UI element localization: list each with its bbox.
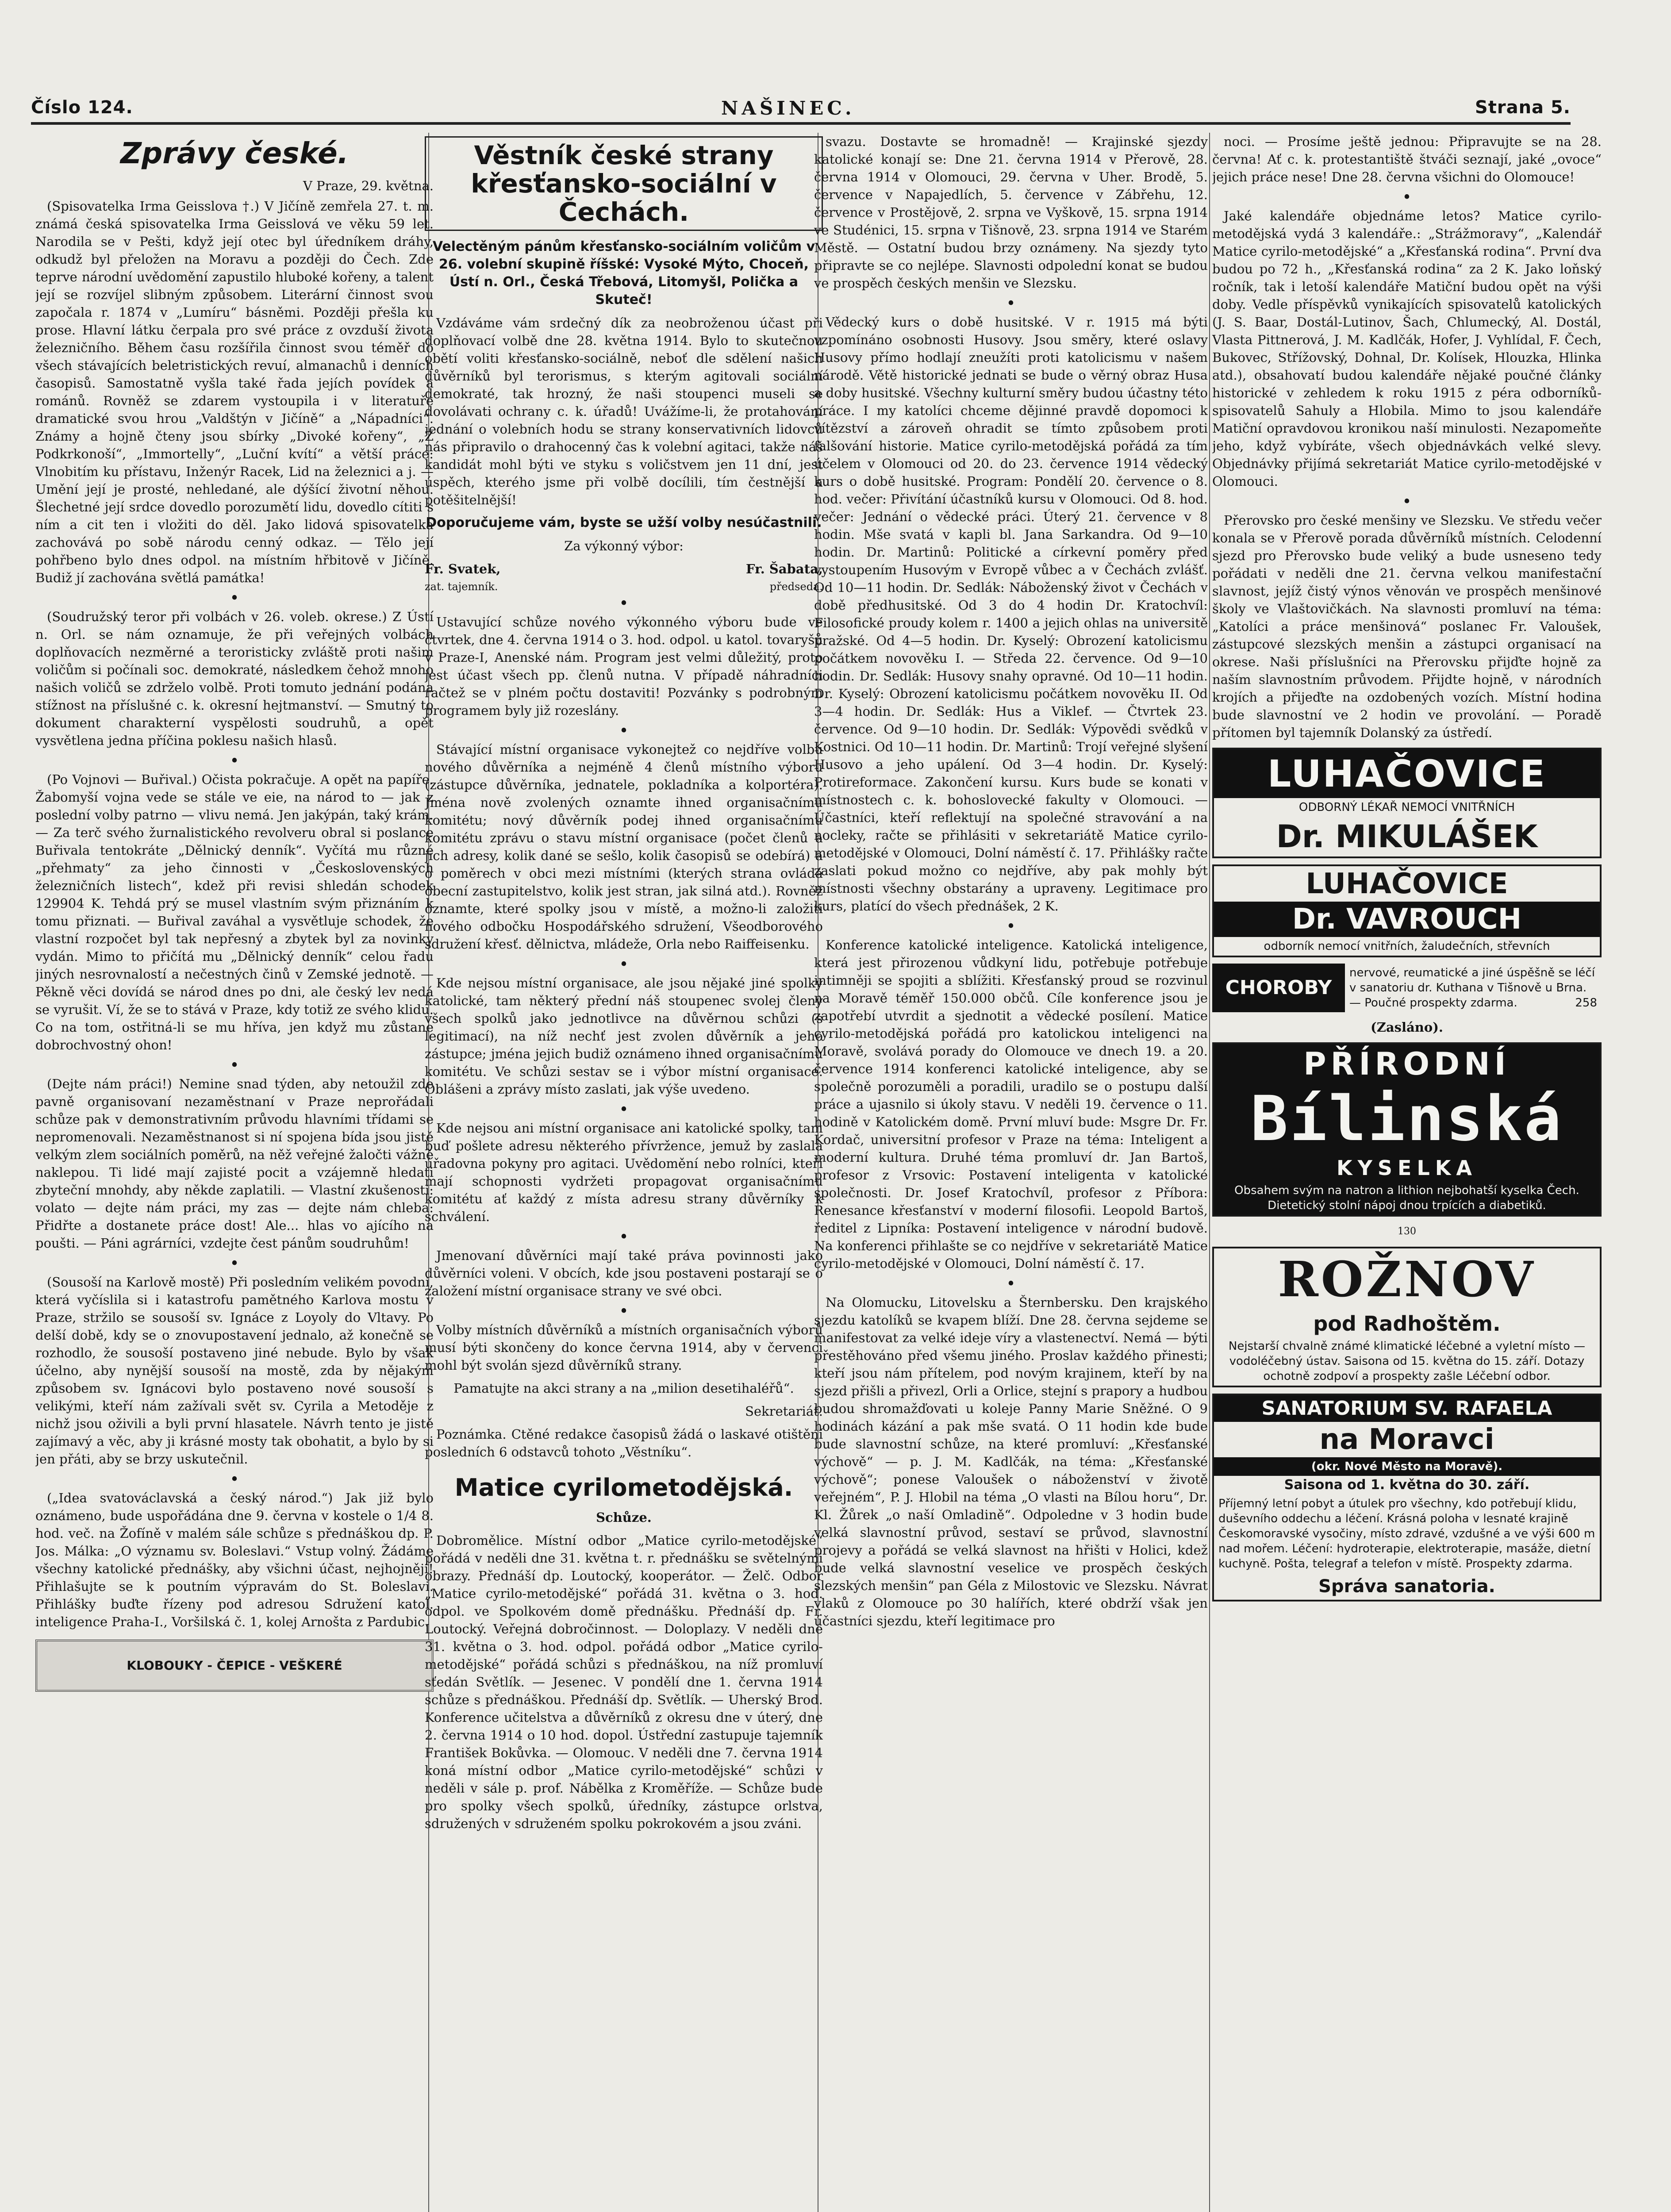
separator-dot: • bbox=[619, 1228, 629, 1246]
separator-dot: • bbox=[619, 1101, 629, 1119]
article: Přerovsko pro české menšiny ve Slezsku. Ve středu večer konala se v Přerově porada důvěrníků místních. Celodenní sjezd pro Přerovsko bude veliký a bude usneseno tedy pořádati v neděli dne 21. června velkou manifestační slavnost, jejíž čistý výnos věnován ve prospěch menšinové školy ve Vlaštovičkách. Na slavnosti promluví na téma: „Katolíci a práce menšinová“ poslanec Fr. Valoušek, zástupcové slezských menšin a zástupci organisací na okrese. Naši příslušníci na Přerovsku přijďte hojně za naším slavnostním průvodem. Přijdte hojně, v národních krojích a přijeďte na ozdobených vozích. Místní hodina bude slavnostní ve 2 hodin ve provolání. — Poradě přítomen byl tajemník Dolanský za ústředí. bbox=[1212, 513, 1602, 740]
section-title: Matice cyrilometodějská. bbox=[454, 1474, 793, 1502]
separator-dot: • bbox=[619, 1302, 629, 1321]
ad-text: Příjemný letní pobyt a útulek pro všechny, kdo potřebují klidu, duševního oddechu a léčení. Krásná poloha v lesnaté krajině Českomoravské vysočiny, místo zdravé, vzdušné a ve výši 600 m nad mořem. Léčení: hydroterapie, elektroterapie, masáže, dietní kuchyně. Pošta, telegraf a telefon v místě. Prospekty zdarma. bbox=[1218, 1497, 1595, 1571]
separator-dot: • bbox=[619, 722, 629, 740]
column-ads bbox=[1212, 133, 1602, 2212]
ad-number: 130 bbox=[1398, 1226, 1416, 1237]
ad-name: Dr. MIKULÁŠEK bbox=[1276, 818, 1538, 855]
ad-place: (okr. Nové Město na Moravě). bbox=[1214, 1457, 1600, 1476]
signature-right-role: předseda. bbox=[769, 580, 823, 593]
separator-dot: • bbox=[230, 1255, 239, 1273]
separator-dot: • bbox=[230, 1056, 239, 1075]
separator-dot: • bbox=[230, 752, 239, 770]
column-news bbox=[35, 133, 434, 2212]
separator-dot: • bbox=[230, 1471, 239, 1489]
article: Vědecký kurs o době husitské. V r. 1915 má býti vzpomínáno osobnosti Husovy. Jsou směry, které oslavy Husovy přímo hodlají zneužíti proti katolicismu v našem národě. Větě historické jednati se bude o věrný obraz Husa a doby husitské. Všechny kulturní směry budou účastny této práce. I my katolíci chceme dějinné pravdě dopomoci k vítězství a zároveň ohradit se tímto způsobem proti falšování historie. Matice cyrilo-metodějská pořádá za tím účelem v Olomouci od 20. do 23. července 1914 vědecký kurs o době husitské. Program: Pondělí 20. července o 8. hod. večer: Přivítání účastníků kursu v Olomouci. Od 8. hod. večer: Jednání o vědecké práci. Úterý 21. července v 8 hodin. Mše svatá v kapli bl. Jana Sarkandra. Od 9—10 hodin. Dr. Martinů: Politické a církevní poměry před vystoupením Husovým v Evropě vůbec a v Čechách zvlášť. Od 10—11 hodin. Dr. Sedlák: Náboženský život v Čechách v době předhusitské. Od 3 do 4 hodin Dr. Kratochvíl: Filosofické proudy kolem r. 1400 a jejich ohlas na universitě pražské. Od 4—5 hodin. Dr. Kyselý: Obrození katolicismu počátkem novověku I. — Středa 22. července. Od 9—10 hodin. Dr. Sedlák: Husovy snahy opravné. Od 10—11 hodin. Dr. Kyselý: Obrození katolicismu počátkem novověku II. Od 3—4 hodin. Dr. Sedlák: Hus a Viklef. — Čtvrtek 23. července. Od 9—10 hodin. Dr. Sedlák: Výpovědi svědků v Kostnici. Od 10—11 hodin. Dr. Martinů: Trojí veřejné slyšení Husovo a jeho upálení. Od 3—4 hodin. Dr. Kyselý: Protireformace. Zakončení kursu. Kurs bude se konati v místnostech c. k. bohoslovecké fakulty v Olomouci. — Účastníci, kteří reflektují na společné stravování a na nocleky, račte se přihlásiti v sekretariátě Matice cyrilo-metodějské v Olomouci, Dolní náměstí č. 17. Přihlášky račte zaslati pokud možno co nejdříve, aby pak mohly být místnosti všechny obstarány a upraveny. Legitimace pro kurs, platící do všech přednášek, 2 K. bbox=[814, 315, 1208, 914]
ad-vavrouch bbox=[1212, 864, 1602, 957]
article: („Idea svatováclavská a český národ.“) Jak již bylo oznámeno, bude uspořádána dne 9. června v kostele o 1/4 8. hod. več. na Žofíně v malém sále schůze s přednáškou dp. P. Jos. Málka: „O významu sv. Boleslavi.“ Vstup volný. Žádáme všechny katolické přednášky, aby všichni účast, nejhojněji! Přihlašujte se k poutním výpravám do St. Boleslavi. Přihlášky buďte řízeny pod adresou Sdružení katol. inteligence Praha-I., Voršilská č. 1, kolej Arnošta z Pardubic. bbox=[35, 1490, 434, 1629]
column-events bbox=[814, 133, 1208, 2212]
signature-roles bbox=[425, 578, 823, 595]
ad-top: PŘÍRODNÍ bbox=[1303, 1046, 1510, 1082]
ad-text: Obsahem svým na natron a lithion nejbohatší kyselka Čech. Dietetický stolní nápoj dnou trpících a diabetiků. bbox=[1234, 1184, 1579, 1212]
note: Poznámka. Ctěné redakce časopisů žádá o laskavé otištění posledních 6 odstavců tohoto „Věstníku“. bbox=[425, 1427, 823, 1459]
article: noci. — Prosíme ještě jednou: Připravujte se na 28. června! Ať c. k. protestantiště štváči seznají, jaké „ovoce“ jejich práce nese! Dne 28. června všichni do Olomouce! bbox=[1212, 134, 1602, 184]
separator-dot: • bbox=[1006, 1275, 1016, 1293]
committee-label: Za výkonný výbor: bbox=[564, 538, 684, 553]
signature-left: Fr. Svatek, bbox=[425, 561, 501, 576]
ad-text bbox=[1345, 964, 1602, 1012]
article: Pamatujte na akci strany a na „milion desetihaléřů“. bbox=[453, 1381, 794, 1396]
separator-dot: • bbox=[1006, 295, 1016, 313]
section-title: Věstník české strany křesťansko-sociální v Čechách. bbox=[425, 136, 823, 231]
page-header bbox=[31, 96, 1571, 125]
ad-text: Nejstarší chvalně známé klimatické léčebné a vyletní místo — vodoléčebný ústav. Saisona od 15. května do 15. září. Dotazy ochotně zodpoví a prospekty zašle Léčební odbor. bbox=[1228, 1340, 1586, 1383]
column-party-bulletin bbox=[425, 133, 823, 2212]
ad-title: LUHAČOVICE bbox=[1214, 749, 1600, 798]
ad-roznov bbox=[1212, 1247, 1602, 1387]
article: Na Olomucku, Litovelsku a Šternbersku. Den krajského sjezdu katolíků se kvapem blíží. Dne 28. června sejdeme se manifestovat za velké ideje víry a vlastenectví. Nemá — býti přestěhováno před všemu jiného. Proslav každého přinesti; kteří jsou nám přítelem, pod novým krajinem, kteří by na sjezd přišli a přivezl, Orli a Orlice, stejní s prapory a hudbou budou shromažďovati u koleje Panny Marie Sněžné. O 9 hodinách kázání a pak mše svatá. O 11 hodin kde bude bude slavnostní schůze, na které promluví: „Křesťanské výchově“ — p. J. M. Kadlčák, na téma: „Křesťanské výchově“; ponese Valoušek o náboženství v životě veřejném“, P. J. Hlobil na téma „O vlasti na Bílou horu“, Dr. Kl. Žůrek „o naší Omladině“. Odpoledne v 3 hodin bude velká slavnostní průvod, sestaví se průvod, slavnostní projevy a pořádá se velká slavnost na hřišti v Holici, kdež bude velká slavnostní veselice ve prospěch českých slezských menšin“ pan Géla z Milostovic ve Slezsku. Návrat vlaků z Olomouce po 30 halířích, které obdrží však jen účastníci sjezdu, kteří legitimace pro bbox=[814, 1295, 1208, 1628]
article: Jaké kalendáře objednáme letos? Matice cyrilo-metodějská vydá 3 kalendáře.: „Strážmoravy“, „Kalendář Matice cyrilo-metodějské“ a „Křesťanská rodina“. První dva budou po 72 h., „Křesťanská rodina“ za 2 K. Jako loňský ročník, tak i letoší kalendáře Matiční budou opět na výši doby. Vedle příspěvků vynikajících spisovatelů katolických (J. S. Baar, Dostál-Lutinov, Šach, Chlumecký, Al. Dostál, Vlasta Pittnerová, J. M. Kadlčák, Hofer, J. Vyhlídal, F. Čech, Bukovec, Střížovský, Dohnal, Dr. Kolísek, Hlouzka, Hlinka atd.), obsahovatí budou kalendáře nějaké poučné články historické v zehledem k roku 1915 z péra odborníků-spisovatelů Sahuly a Hlobila. Mimo to jsou kalendáře Matiční opravdovou kronikou naší minulosti. Nezapomeňte jeho, když vybíráte, všech objednávkách velké slevy. Objednávky přijímá sekretariát Matice cyrilo-metodějské v Olomouci. bbox=[1212, 208, 1602, 489]
section-title: Zprávy české. bbox=[120, 136, 349, 170]
article: Vzdáváme vám srdečný dík za neobroženou účast při doplňovací volbě dne 28. května 1914. Bylo to skutečnou obětí voliti křesťansko-sociálně, neboť dle sdělení našich důvěrníků byl terorismus, s kterým agitovali sociální demokraté, tak hrozný, že naši stoupenci museli se dovolávati ochrany c. k. úřadů! Uvážíme-li, že protahování jednání o volebních hodu se strany konservativních lidovců nás připravilo o drahocenný čas k volební agitaci, takže náš kandidát mohl býti ve styku s voličstvem jen 11 dní, jest úspěch, kterého jsme při volbě docílili, tím čestnější a potěšitelnější! bbox=[425, 315, 823, 507]
article: (Spisovatelka Irma Geisslova †.) V Jičíně zemřela 27. t. m. známá česká spisovatelka Irma Geisslová ve věku 59 let. Narodila se v Pešti, když její otec byl úředníkem dráhy, odkudž byl přeložen na Moravu a později do Čech. Zde teprve národní uvědomění zapustilo hluboké kořeny, a talent její se rozvíjel slibným způsobem. Literární činnost svou započala r. 1874 v „Lumíru“ básněmi. Později přešla ku prose. Hlavní látku čerpala pro své práce z ovzduší života železničního. Během času rozšířila činnost svou téměř do všech stávajících beletristických revuí, almanachů i denních časopisů. Samostatně vyšla také řada jejích povídek a románů. Rovněž se zdarem vystoupila i v literatuře dramatické svou hrou „Valdštýn v Jičíně“ a „Nápadníci“. Známy a hojně čteny jsou sbírky „Divoké kořeny“, „Z Podkrkonoší“, „Immortelly“, „Luční kvítí“ a větší práce: Vlnobitím ku přístavu, Inženýr Racek, Lid na železnici a j. — Umění její je prosté, nehledané, ale dýšící životní něhou. Šlechetné její srdce dovedlo porozumětí lidu, dovedlo cítiti s ním a cit ten i vložiti do děl. Jako lidová spisovatelka zachovává po sobě národu cenný odkaz. — Tělo její pohřbeno bylo dnes odpol. na místním hřbitově v Jičíně. Budiž jí zachována světlá památka! bbox=[35, 199, 434, 585]
zaslano-label: (Zasláno). bbox=[1370, 1020, 1444, 1035]
article: Ustavující schůze nového výkonného výboru bude ve čtvrtek, dne 4. června 1914 o 3. hod. odpol. u katol. tovaryšů v Praze-I, Anenské nám. Program jest velmi důležitý, proto jest účast všech pp. členů nutna. V případě náhradníci račtež se v plném počtu dostaviti! Pozvánky s podrobným programem byly již rozeslány. bbox=[425, 614, 823, 718]
page-number: Strana 5. bbox=[1475, 97, 1571, 118]
article: Stávající místní organisace vykonejtež co nejdříve volbu nového důvěrníka a nejméně 4 členů místního výboru (zástupce důvěrníka, jednatele, pokladníka a kolportéra). Jména nově zvolených oznamte ihned organisačnímu komitétu; nový důvěrník podej ihned organisačnímu komitétu zprávu o stavu místní organisace (počet členů a jich adresy, kolik dané se sešlo, kolik časopisů se odebírá) a o poměrech v obci mezi místními (kterých strana ovládá obecní zastupitelstvo, kolik jest stran, jak silná atd.). Rovněž oznamte, které spolky jsou v místě, a možno-li založiti nového odbočku Hospodářského sdružení, Všeodborového sdružení křesť. dělnictva, mládeže, Orla nebo Raiffeisenku. bbox=[425, 742, 823, 952]
article: Volby místních důvěrníků a místních organisačních výborů musí býti skončeny do konce června 1914, aby v červenci mohl být svolán sjezd důvěrníků strany. bbox=[425, 1322, 823, 1373]
ad-title: ROŽNOV bbox=[1278, 1251, 1536, 1308]
separator-dot: • bbox=[1402, 188, 1412, 207]
ad-subtitle: KYSELKA bbox=[1336, 1156, 1478, 1180]
separator-dot: • bbox=[619, 956, 629, 974]
masthead: NAŠINEC. bbox=[721, 97, 855, 119]
lead-text: Velectěným pánům křesťansko-sociálním voličům v 26. volební skupině říšské: Vysoké Mýto, Choceň, Ústí n. Orl., Česká Třebová, Litomyšl, Polička a Skuteč! bbox=[432, 239, 815, 307]
ad-name: Dr. VAVROUCH bbox=[1214, 902, 1600, 937]
ad-title: CHOROBY bbox=[1212, 964, 1345, 1012]
ad-number: 258 bbox=[1575, 996, 1597, 1010]
article: Kde nejsou ani místní organisace ani katolické spolky, tam buď pošlete adresu některého přívržence, jemuž by zaslala úřadovna pokyny pro agitaci. Uvědomění nebo rolníci, kteří mají schopnosti vydržeti propagovat organisačnímu komitétu ať každý z místa adresu strany důvěrníky k schválení. bbox=[425, 1121, 823, 1224]
ad-subtitle: pod Radhoštěm. bbox=[1313, 1312, 1501, 1336]
ad-subtitle: na Moravci bbox=[1319, 1423, 1494, 1456]
signature-right: Fr. Šabata, bbox=[746, 561, 823, 576]
ad-kuthan bbox=[1212, 964, 1602, 1012]
ad-mikulasek bbox=[1212, 748, 1602, 858]
appeal-text: Doporučujeme vám, byste se užší volby nesúčastnili. bbox=[426, 515, 822, 530]
separator-dot: • bbox=[1402, 493, 1412, 511]
article: (Sousoší na Karlově mostě) Při posledním velikém povodni, která vyčíslila si i katastrofu pamětného Karlova mostu v Praze, stržilo se sousoší sv. Ignáce z Loyoly do Vltavy. Po delší době, kdy se o znovupostavení jednalo, až konečně se rozhodlo, že sousoší postaveno jiné nebude. Bylo by však účelno, aby nynější sousoší na mostě, zda by nějakým způsobem sv. Ignácovi bylo postaveno nové sousoší s velikými, kteří nám zažívali svět sv. Cyrila a Metoděje z nichž jsou oživili a byli první hlasatele. Návrh tento je jistě zajímavý a věc, aby ji krásné mosty tak obohatit, a bylo by si jen přáti, aby se brzy uskutečnil. bbox=[35, 1275, 434, 1467]
article: (Soudružský teror při volbách v 26. voleb. okrese.) Z Ústí n. Orl. se nám oznamuje, že při veřejných volbách doplňovacích nezměrné a teroristicky zvláště proti našim voličům si počínali soc. demokraté, následkem čehož mnoho našich voličů se zdrželo volbě. Proti tomuto jednání podána stížnost na příslušné c. k. okresní hejtmanství. — Smutný to dokument charakterní vyspělosti soudruhů, a opět vysvětlena jedna příčina poklesu našich hlasů. bbox=[35, 609, 434, 748]
article: Dobromělice. Místní odbor „Matice cyrilo-metodějské“ pořádá v neděli dne 31. května t. r. přednášku se světelnými obrazy. Přednáší dp. Loutocký, kooperátor. — Želč. Odbor „Matice cyrilo-metodějské“ pořádá 31. května o 3. hod. odpol. ve Spolkovém domě přednášku. Přednáší dp. Fr. Loutocký. Veřejná dobročinnost. — Doloplazy. V neděli dne 31. května o 3. hod. odpol. pořádá odbor „Matice cyrilo-metodějské“ pořádá schůzi s přednáškou, na níž promluví sťedán Světlík. — Jesenec. V pondělí dne 1. června 1914 schůze s přednáškou. Přednáší dp. Světlík. — Uherský Brod. Konference učitelstva a důvěrníků z okresu dne v úterý, dne 2. června 1914 o 10 hod. dopol. Ústřední zastupuje tajemník František Bokůvka. — Olomouc. V neděli dne 7. června 1914 koná místní odbor „Matice cyrilo-metodějské“ schůzi v neděli v sále p. prof. Nábělka z Kroměříže. — Schůze bude pro spolky všech spolků, úředníky, zástupce orlstva, sdružených v sdruženém spolku pokrokovém a jsou zváni. bbox=[425, 1533, 823, 1831]
article: (Po Vojnovi — Buřival.) Očista pokračuje. A opět na papíře. Žabomyší vojna vede se stále ve eie, na národ to — jak z poslední volby patrno — vlivu nemá. Jen jakýpán, taký krám. — Za terč svého žurnalistického revolveru obral si poslance Buřivala tentokráte „Dělnický denník“. Vyčítá mu různé „přehmaty“ za jeho činnosti v „Československých železničních listech“, kdež při revisi shledán schodek 129904 K. Tehdá prý se musel vlastním svým přiznáním k tomu přiznati. — Buřival zaváhal a vysvětluje schodek, že vlastní rozpočet byl tak nepřesný a zbytek byl za novinky vydán. Mimo to přičítá mu „Dělnický denník“ celou řadu jiných nesrovnalostí a nečestných činů v Zemské jednotě. — Pěkně věci dovídá se národ dnes po dni, ale český lev nedá se vyrušit. Ví, že se to stává v Praze, kdy totiž ze svého klidu. Co na tom, ostřitná-li se mu hříva, jen když mu zůstane dobrochvostný ohon! bbox=[35, 772, 434, 1052]
ad-subtitle: ODBORNÝ LÉKAŘ NEMOCÍ VNITŘNÍCH bbox=[1298, 801, 1515, 814]
article: (Dejte nám práci!) Nemine snad týden, aby netoužil zde pavně organisovaní nezaměstnaní v Praze neprořádali schůze pak v demonstrativním průvodu hlavními třídami se nepromenovali. Nezaměstnanost si ní spojena bída jsou jistě velkým zlem sociálních poměrů, na něž veřejné žaločti vážně naklepou. Ti lidé mají zajisté pocit a vzájemně hledati zbyteční mnohdy, aby někde zaplatili. — Vlastní zkušenosti: volato — dejte nám práci, my zas — dejte nám chleba: Přidřte a dostanete práce dost! Ale... hlas vo ajícího na poušti. — Páni agrárníci, vzdejte čest pánům soudruhům! bbox=[35, 1076, 434, 1251]
secretariat-signature: Sekretariát. bbox=[745, 1404, 823, 1419]
ad-text-body: nervové, reumatické a jiné úspěšně se léčí v sanatoriu dr. Kuthana v Tišnově u Brna. — Poučné prospekty zdarma. bbox=[1349, 966, 1595, 1010]
ad-footer: Správa sanatoria. bbox=[1318, 1576, 1495, 1597]
signatures bbox=[425, 560, 823, 578]
article: Konference katolické inteligence. Katolická inteligence, která jest přirozenou vůdkyní lidu, potřebuje potřebuje intimněji se spojiti a sblížiti. Křesťanský proud se rozvinul na Moravě téměř 150.000 občů. Cíle konference jsou je zapotřebí utvrdit a sjednotit a vědecké posílení. Matice cyrilo-metodějská pořádá pro katolickou inteligenci na Moravě, svolává porady do Olomouce ve dnech 19. a 20. července 1914 konferenci katolické inteligence, aby se společně porozuměli a poradili, uradilo se o postupu další práce a ujasnilo si úkoly stavu. V neděli 19. července o 11. hodině v Katolickém domě. První mluví bude: Msgre Dr. Fr. Kordač, universitní profesor v Praze na téma: Inteligent a moderní kultura. Druhé téma promluví dr. Jan Bartoš, profesor z Vrsovic: Postavení inteligenta v katolické společnosti. Dr. Josef Kratochvíl, profesor z Příbora: Renesance křesťanství v moderní filosofii. Leopold Bartoš, ředitel z Lipníka: Postavení inteligence v národní budově. Na konferenci přihlašte se co nejdříve v sekretariátě Matice cyrilo-metodějské v Olomouci, Dolní náměstí č. 17. bbox=[814, 937, 1208, 1271]
dateline: V Praze, 29. května. bbox=[303, 178, 434, 193]
article: svazu. Dostavte se hromadně! — Krajinské sjezdy katolické konají se: Dne 21. června 1914 v Přerově, 28. června 1914 v Olomouci, 29. června v Uher. Brodě, 5. července v Napajedlích, 5. července v Zábřehu, 12. července v Prostějově, 2. srpna ve Vyškově, 15. srpna 1914 ve Studénici, 15. srpna v Tišnově, 23. srpna 1914 ve Starém Městě. — Ostatní budou brzy oznámeny. Na sjezdy tyto připravte se co nejlépe. Slavnosti odpolední konat se budou ve prospěch českých menšin ve Slezsku. bbox=[814, 134, 1208, 291]
separator-dot: • bbox=[619, 595, 629, 613]
ink-stamp: KLOBOUKY - ČEPICE - VEŠKERÉ bbox=[35, 1640, 434, 1692]
article: Kde nejsou místní organisace, ale jsou nějaké jiné spolky katolické, tam některý přední náš stoupenec svolej členy všech spolků jako jednotlivce na důvěrnou schůzi (s legitimací), na níž nechť jest zvolen důvěrník a jeho zástupce; jména jejich budiž oznámeno ihned organisačnímu komitétu. Ve schůzi sestav se i výbor místní organisace. Oblášeni a zprávy místo zaslati, jak výše uvedeno. bbox=[425, 975, 823, 1097]
ad-subtitle: odborník nemocí vnitřních, žaludečních, střevních bbox=[1264, 940, 1550, 953]
article: Jmenovaní důvěrníci mají také práva povinnosti jako důvěrníci voleni. V obcích, kde jsou postaveni postarají se o založení místní organisace strany ve své obci. bbox=[425, 1248, 823, 1298]
signature-left-role: zat. tajemník. bbox=[425, 580, 498, 593]
ad-sanatorium bbox=[1212, 1394, 1602, 1601]
subsection-title: Schůze. bbox=[596, 1510, 652, 1525]
ad-bilinska bbox=[1212, 1042, 1602, 1217]
ad-name: Bílinská bbox=[1250, 1083, 1563, 1155]
ad-title: LUHAČOVICE bbox=[1306, 868, 1508, 900]
separator-dot: • bbox=[230, 589, 239, 607]
ad-season: Saisona od 1. května do 30. září. bbox=[1284, 1477, 1530, 1493]
ad-title: SANATORIUM SV. RAFAELA bbox=[1214, 1395, 1600, 1422]
separator-dot: • bbox=[1006, 918, 1016, 936]
column-rule bbox=[1209, 133, 1210, 2212]
issue-number: Číslo 124. bbox=[31, 97, 133, 118]
